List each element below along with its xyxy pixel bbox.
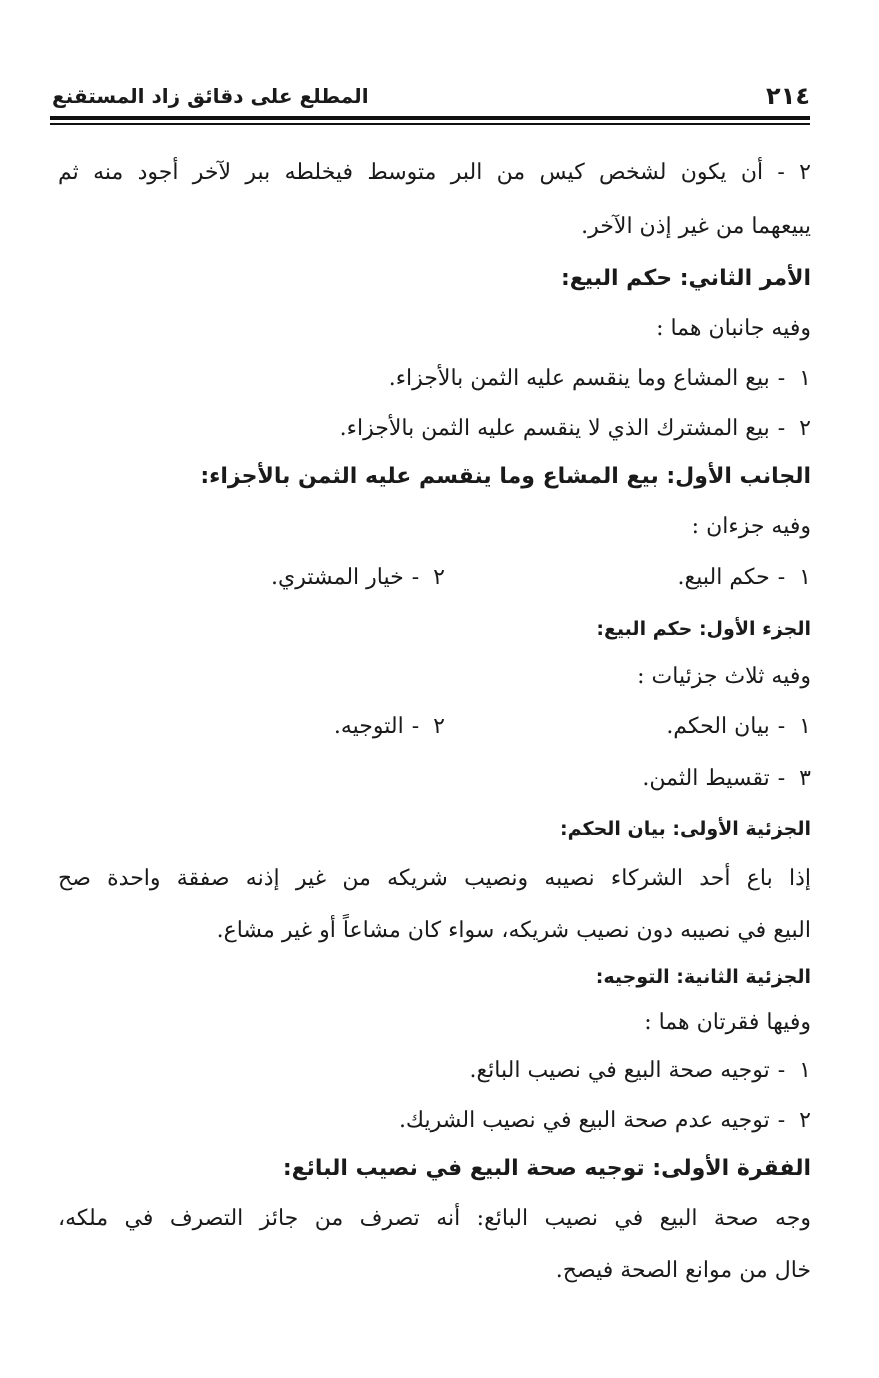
page-number: ٢١٤ xyxy=(766,82,810,110)
intro-text: وفيها فقرتان هما : xyxy=(644,1010,811,1035)
paragraph-line: خال من موانع الصحة فيصح. xyxy=(555,1258,811,1283)
list-item xyxy=(642,764,811,794)
list-dash: - xyxy=(777,1108,786,1133)
header-rule-thin xyxy=(50,123,810,125)
list-text: توجيه عدم صحة البيع في نصيب الشريك. xyxy=(398,1108,770,1133)
section-heading: الجانب الأول: بيع المشاع وما ينقسم عليه الثمن بالأجزاء: xyxy=(200,464,811,489)
list-text: بيع المشاع وما ينقسم عليه الثمن بالأجزاء. xyxy=(388,366,770,391)
list-dash: - xyxy=(777,565,786,590)
paragraph-line: وجه صحة البيع في نصيب البائع: أنه تصرف من جائز التصرف في ملكه، xyxy=(58,1206,811,1231)
list-number: ٢ xyxy=(799,1108,811,1133)
list-text: توجيه صحة البيع في نصيب البائع. xyxy=(469,1058,770,1083)
header-rule-thick xyxy=(50,116,810,120)
list-number: ١ xyxy=(799,366,811,391)
list-text: حكم البيع. xyxy=(677,565,770,590)
list-number: ٣ xyxy=(799,766,811,791)
intro-text: وفيه جزءان : xyxy=(691,514,811,539)
list-dash: - xyxy=(777,714,786,739)
paragraph-line: البيع في نصيبه دون نصيب شريكه، سواء كان مشاعاً أو غير مشاع. xyxy=(216,918,811,943)
list-text: تقسيط الثمن. xyxy=(642,766,770,791)
list-item xyxy=(399,1106,811,1136)
intro-text: وفيه ثلاث جزئيات : xyxy=(637,664,811,689)
paragraph-line: إذا باع أحد الشركاء نصيبه ونصيب شريكه من غير إذنه صفقة واحدة صح xyxy=(58,866,811,891)
running-title: المطلع على دقائق زاد المستقنع xyxy=(52,84,369,108)
list-item xyxy=(469,1056,811,1086)
list-text: بيان الحكم. xyxy=(666,714,770,739)
list-dash: - xyxy=(777,366,786,391)
list-number: ١ xyxy=(799,565,811,590)
list-item xyxy=(678,563,811,593)
list-dash: - xyxy=(777,416,786,441)
subsection-heading: الجزئية الثانية: التوجيه: xyxy=(595,966,811,988)
list-item xyxy=(334,712,445,742)
subsection-heading: الجزئية الأولى: بيان الحكم: xyxy=(560,818,811,840)
page-header xyxy=(52,78,810,114)
list-number: ٢ xyxy=(433,714,445,739)
section-heading: الأمر الثاني: حكم البيع: xyxy=(560,266,811,291)
list-dash: - xyxy=(777,766,786,791)
list-dash: - xyxy=(777,1058,786,1083)
paragraph-line: يبيعهما من غير إذن الآخر. xyxy=(581,214,811,239)
list-text: بيع المشترك الذي لا ينقسم عليه الثمن بالأجزاء. xyxy=(339,416,770,441)
intro-text: وفيه جانبان هما : xyxy=(656,316,811,341)
section-heading: الفقرة الأولى: توجيه صحة البيع في نصيب البائع: xyxy=(282,1156,811,1181)
list-dash: - xyxy=(411,565,420,590)
list-item xyxy=(666,712,811,742)
list-item xyxy=(389,364,811,394)
list-number: ١ xyxy=(799,714,811,739)
list-text: خيار المشتري. xyxy=(271,565,404,590)
paragraph-line: ٢ - أن يكون لشخص كيس من البر متوسط فيخلطه ببر لآخر أجود منه ثم xyxy=(58,160,811,185)
list-number: ٢ xyxy=(433,565,445,590)
list-number: ١ xyxy=(799,1058,811,1083)
list-text: التوجيه. xyxy=(333,714,404,739)
list-dash: - xyxy=(411,714,420,739)
list-number: ٢ xyxy=(799,416,811,441)
list-item xyxy=(340,414,811,444)
subsection-heading: الجزء الأول: حكم البيع: xyxy=(596,618,811,640)
list-item xyxy=(271,563,445,593)
